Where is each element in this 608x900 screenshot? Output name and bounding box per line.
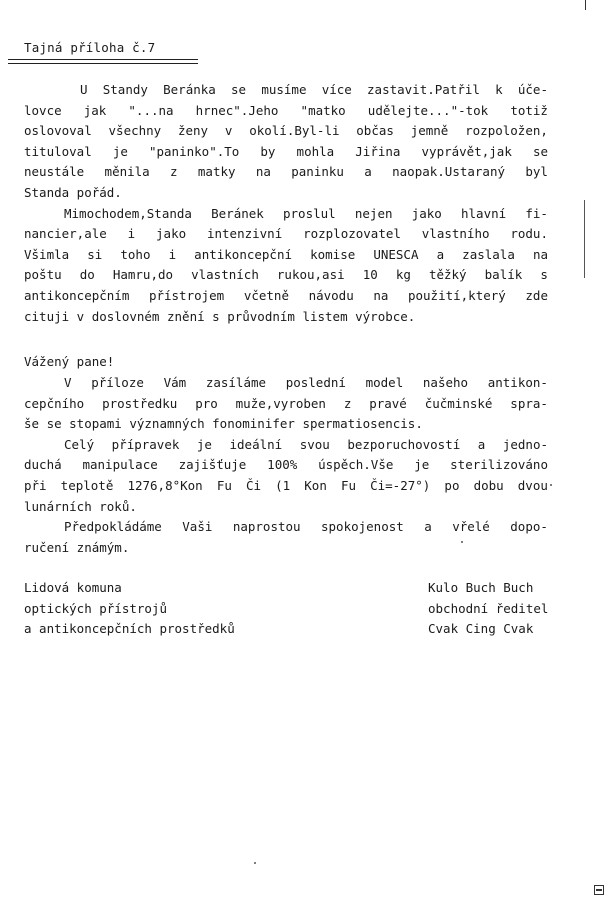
signature-left-line: Lidová komuna	[24, 580, 122, 595]
text-line	[24, 455, 548, 476]
word: rodu.	[510, 226, 548, 242]
word: Předpokládáme	[64, 519, 162, 535]
word: dobu	[473, 477, 504, 493]
letter-text	[24, 373, 548, 558]
word: Fu	[340, 477, 357, 493]
word: Celý	[64, 436, 95, 452]
word: a	[424, 519, 432, 535]
word: Mimochodem,Standa	[64, 205, 192, 221]
word: ženy	[177, 123, 209, 139]
word: na	[373, 287, 389, 303]
word: zasíláme	[205, 375, 267, 390]
word: zastavit.Patřil	[367, 82, 480, 97]
text-line: ručení známým.	[24, 539, 130, 555]
word: bezporuchovostí	[347, 436, 461, 452]
text-line	[24, 121, 548, 142]
word: spokojenost	[321, 519, 404, 535]
heading-underline-bottom	[8, 63, 198, 64]
word: a	[477, 436, 486, 452]
word: poštu	[24, 267, 62, 283]
word: a	[436, 246, 445, 262]
word: zajišťuje	[178, 457, 247, 473]
word: fi-	[525, 205, 548, 221]
word: Fu	[216, 477, 232, 493]
word: neustále	[24, 164, 85, 180]
word: kg	[395, 267, 411, 283]
word: naprostou	[232, 519, 301, 535]
text-line	[24, 476, 548, 497]
word: vyprávět,jak	[421, 143, 512, 159]
word: muže,vyroben	[235, 395, 326, 411]
word: intenzivní	[206, 226, 283, 242]
word: je	[112, 143, 128, 159]
word: včetně	[243, 287, 289, 303]
word: antikoncepční	[194, 246, 293, 262]
word: model	[365, 375, 404, 390]
word: Hamru,do	[112, 267, 174, 283]
text-line: še se stopami významných fonominifer spermatiosencis.	[24, 416, 423, 432]
letter-salutation-block	[24, 352, 548, 373]
word: se	[532, 143, 548, 159]
word: prostředku	[102, 395, 178, 411]
word: Jiřina	[355, 143, 401, 159]
word: poslední	[285, 375, 346, 390]
word: toho	[120, 246, 151, 262]
word: totiž	[510, 102, 548, 118]
intro-text	[24, 80, 548, 327]
word: Či	[245, 477, 262, 493]
word: je	[414, 457, 430, 473]
text-line	[24, 101, 548, 122]
word: Vám	[163, 375, 187, 390]
word: i	[168, 246, 177, 262]
word: "...na	[128, 102, 174, 118]
text-line: Standa pořád.	[24, 184, 122, 200]
word: zde	[525, 287, 548, 303]
word: k	[495, 82, 503, 97]
word: Či=-27°)	[370, 477, 431, 493]
word: dvou	[517, 477, 548, 493]
word: komise	[310, 246, 356, 262]
word: vlastních	[191, 267, 259, 283]
word: více	[321, 82, 352, 97]
word: tituloval	[24, 143, 92, 159]
word: měnila	[104, 164, 150, 180]
word: hlavní	[461, 205, 507, 221]
word: mohla	[296, 143, 335, 159]
word: vřelé	[452, 519, 490, 535]
word: UNESCA	[373, 246, 419, 262]
word: příloze	[91, 375, 144, 390]
word: čučminské	[424, 395, 493, 411]
word: úspěch.Vše	[318, 457, 394, 473]
word: ideální	[229, 436, 283, 452]
text-line	[24, 142, 548, 163]
signature-right-line: Kulo Buch Buch	[428, 580, 534, 595]
word: antikon-	[487, 375, 548, 390]
word: jedno-	[502, 436, 548, 452]
word: po	[444, 477, 460, 493]
signature-left	[24, 578, 235, 640]
word: naopak.Ustaraný	[392, 164, 506, 180]
word: spra-	[510, 395, 548, 411]
word: zaslala	[462, 246, 515, 262]
page-heading: Tajná příloha č.7	[24, 40, 156, 55]
word: Standy	[102, 82, 148, 97]
word: jako	[156, 226, 187, 242]
word: cepčního	[24, 395, 85, 411]
word: se	[231, 82, 247, 97]
word: jemně	[410, 123, 449, 139]
signature-right-line: Cvak Cing Cvak	[428, 621, 534, 637]
text-line	[24, 394, 548, 415]
word: Vaši	[182, 519, 213, 535]
text-line	[24, 517, 548, 538]
text-line	[24, 80, 548, 101]
page-corner-icon	[594, 885, 604, 895]
word: z	[170, 164, 178, 180]
text-line	[24, 435, 548, 456]
word: jak	[83, 102, 107, 118]
word: pro	[195, 395, 218, 411]
word: Beránek	[211, 205, 264, 221]
signature-right	[428, 578, 548, 640]
word: všechny	[108, 123, 162, 139]
word: při	[24, 477, 47, 493]
text-line: lunárních roků.	[24, 498, 137, 514]
word: těžký	[428, 267, 467, 283]
word: nejen	[354, 205, 393, 221]
word: V	[64, 375, 72, 390]
word: návodu	[308, 287, 354, 303]
text-line	[24, 162, 548, 183]
signature-left-line: optických přístrojů	[24, 600, 167, 616]
word: Všimla	[24, 246, 70, 262]
text-line	[24, 204, 548, 225]
letter-salutation: Vážený pane!	[24, 354, 115, 369]
word: dopo-	[510, 519, 548, 535]
edge-mark	[585, 0, 586, 10]
word: paninku	[291, 164, 344, 180]
word: balík	[484, 267, 523, 283]
word: antikoncepčním	[24, 287, 130, 303]
word: i	[127, 226, 136, 242]
word: teplotě	[60, 477, 114, 493]
scan-speck	[550, 484, 552, 486]
word: si	[87, 246, 103, 262]
word: 10	[362, 267, 378, 283]
word: matky	[197, 164, 236, 180]
word: 100%	[267, 457, 298, 473]
word: pravé	[369, 395, 407, 411]
word: hrnec".Jeho	[195, 102, 279, 118]
word: sterilizováno	[450, 457, 548, 473]
word: by	[260, 143, 276, 159]
word: byl	[525, 164, 548, 180]
word: manipulace	[82, 457, 158, 473]
text-line	[24, 245, 548, 266]
word: udělejte..."-tok	[367, 102, 489, 118]
word: s	[540, 267, 548, 283]
text-line: cituji v doslovném znění s průvodním listem výrobce.	[24, 308, 416, 324]
signature-left-line: a antikoncepčních prostředků	[24, 621, 235, 637]
word: a	[364, 164, 372, 180]
signature-right-line: obchodní ředitel	[428, 600, 549, 616]
word: rozpoložen,	[465, 123, 548, 139]
text-line	[24, 224, 548, 245]
word: přípravek	[111, 436, 180, 452]
margin-line	[584, 200, 585, 278]
word: U	[80, 82, 88, 97]
word: svou	[299, 436, 330, 452]
word: nancier,ale	[24, 226, 107, 242]
word: "paninko".To	[148, 143, 240, 159]
word: Kon	[304, 477, 327, 493]
word: duchá	[24, 457, 62, 473]
word: "matko	[300, 102, 346, 118]
word: z	[343, 395, 352, 411]
word: okolí.Byl-li	[249, 123, 340, 139]
word: 1276,8°Kon	[127, 477, 203, 493]
word: úče-	[517, 82, 548, 97]
word: lovce	[24, 102, 62, 118]
word: Beránka	[163, 82, 216, 97]
word: na	[532, 246, 548, 262]
word: (1	[275, 477, 291, 493]
scan-speck	[461, 541, 463, 543]
word: musíme	[261, 82, 307, 97]
word: vlastního	[421, 226, 490, 242]
text-line	[24, 373, 548, 394]
heading-underline-top	[8, 59, 198, 60]
word: jako	[411, 205, 442, 221]
word: oslovoval	[24, 123, 92, 139]
word: použití,který	[407, 287, 506, 303]
word: rozplozovatel	[303, 226, 401, 242]
word: občas	[356, 123, 394, 139]
word: do	[79, 267, 95, 283]
text-line	[24, 286, 548, 307]
scan-speck	[254, 862, 256, 864]
text-line	[24, 265, 548, 286]
word: rukou,asi	[276, 267, 345, 283]
word: na	[255, 164, 271, 180]
word: je	[196, 436, 212, 452]
word: přístrojem	[148, 287, 225, 303]
word: v	[224, 123, 233, 139]
word: našeho	[422, 375, 469, 390]
word: proslul	[283, 205, 336, 221]
